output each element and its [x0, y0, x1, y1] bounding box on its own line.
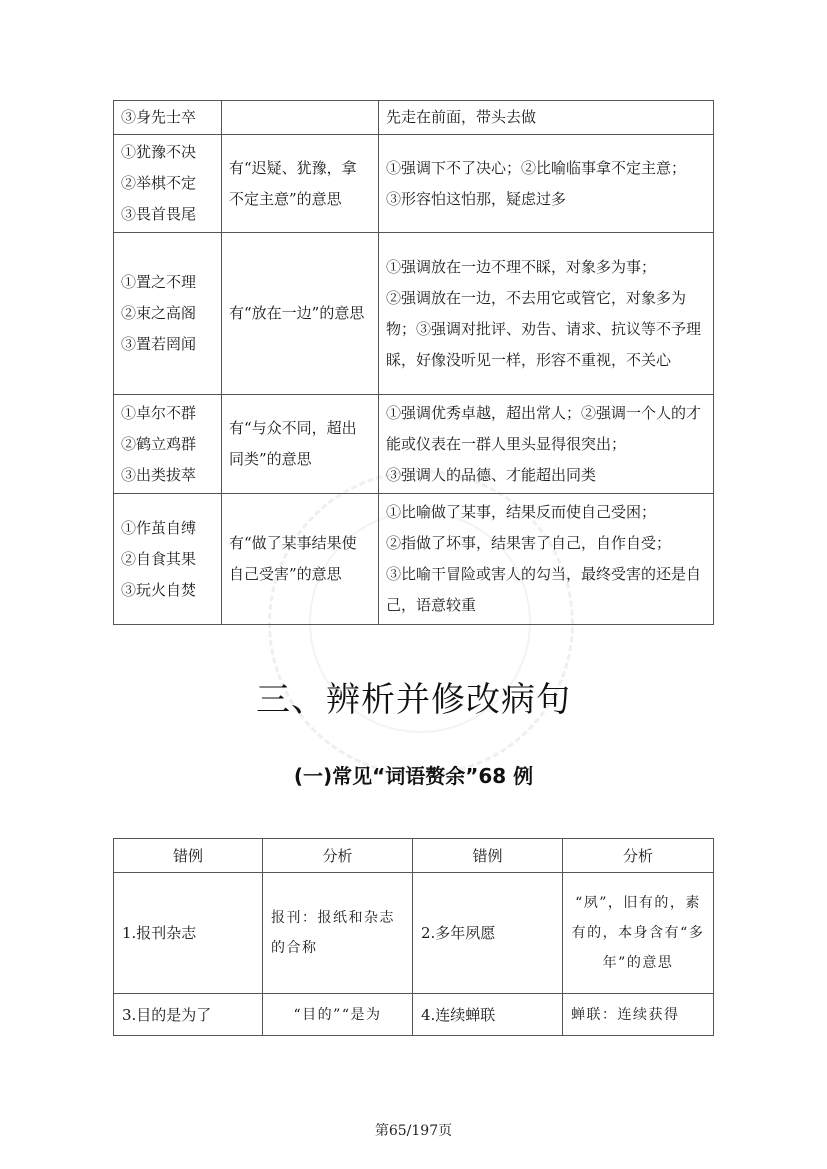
idioms-cell	[114, 494, 222, 625]
distinction-cell	[379, 135, 714, 233]
error-example-cell: 2.多年夙愿	[413, 873, 563, 994]
idiom: ③畏首畏尾	[121, 205, 197, 223]
distinction-text: ③强调人的品德、才能超出同类	[386, 465, 597, 484]
column-header-analysis: 分析	[563, 839, 714, 873]
idiom-comparison-table	[113, 100, 714, 625]
column-header-analysis: 分析	[263, 839, 413, 873]
table-row	[114, 233, 714, 395]
distinction-cell	[379, 494, 714, 625]
table-row	[114, 395, 714, 494]
error-example-cell: 3.目的是为了	[114, 994, 263, 1036]
distinction-text: 先走在前面，带头去做	[386, 108, 537, 126]
page-number: 第65/197页	[374, 1123, 453, 1139]
idioms-cell	[114, 135, 222, 233]
distinction-cell	[379, 233, 714, 395]
table-row	[114, 101, 714, 135]
distinction-text: ③比喻干冒险或害人的勾当，最终受害的还是自己，语意较重	[386, 565, 702, 614]
table-row	[114, 994, 714, 1036]
section-title: 三、辨析并修改病句	[256, 680, 571, 720]
distinction-cell	[379, 395, 714, 494]
idiom: ③置若罔闻	[121, 335, 197, 353]
analysis-cell: “夙”，旧有的，素有的，本身含有“多年”的意思	[563, 873, 714, 994]
idiom: ②举棋不定	[121, 174, 197, 192]
table-row	[114, 873, 714, 994]
analysis-cell: 报刊：报纸和杂志的合称	[263, 873, 413, 994]
table-row	[114, 494, 714, 625]
column-header-error-example: 错例	[413, 839, 563, 873]
common-meaning-cell	[222, 101, 379, 135]
idiom: ②自食其果	[121, 549, 197, 568]
idioms-cell	[114, 395, 222, 494]
idiom: ①置之不理	[121, 273, 197, 291]
idiom: ③玩火自焚	[121, 580, 197, 599]
error-example-cell: 1.报刊杂志	[114, 873, 263, 994]
common-meaning-cell: 有“与众不同，超出同类”的意思	[222, 395, 379, 494]
distinction-text: ①强调优秀卓越，超出常人；②强调一个人的才能或仪表在一群人里头显得很突出；	[386, 403, 702, 453]
idioms-cell	[114, 233, 222, 395]
column-header-error-example: 错例	[114, 839, 263, 873]
table-header-row	[114, 839, 714, 873]
redundancy-examples-table	[113, 838, 714, 1036]
distinction-text: ①比喻做了某事，结果反而使自己受困；	[386, 503, 657, 521]
idiom: ①犹豫不决	[121, 143, 197, 161]
distinction-text: ③形容怕这怕那，疑虑过多	[386, 189, 567, 208]
analysis-cell: “目的”“是为	[263, 994, 413, 1036]
idiom: ③身先士卒	[121, 108, 197, 126]
idioms-cell	[114, 101, 222, 135]
idiom: ②束之高阁	[121, 304, 197, 322]
common-meaning-cell: 有“放在一边”的意思	[222, 233, 379, 395]
idiom: ②鹤立鸡群	[121, 434, 197, 453]
idiom: ①作茧自缚	[121, 518, 197, 537]
idiom: ③出类拔萃	[121, 465, 197, 484]
distinction-text: ①强调放在一边不理不睬，对象多为事；	[386, 257, 657, 276]
table-row	[114, 135, 714, 233]
distinction-text: ①强调下不了决心；②比喻临事拿不定主意；	[386, 158, 687, 177]
distinction-cell	[379, 101, 714, 135]
distinction-text: ②指做了坏事，结果害了自己，自作自受；	[386, 534, 672, 552]
analysis-cell: 蝉联：连续获得	[563, 994, 714, 1036]
error-example-cell: 4.连续蝉联	[413, 994, 563, 1036]
idiom: ①卓尔不群	[121, 403, 197, 422]
distinction-text: ②强调放在一边，不去用它或管它，对象多为物；③强调对批评、劝告、请求、抗议等不予理睬，好像没听见一样，形容不重视，不关心	[386, 288, 702, 369]
common-meaning-cell: 有“做了某事结果使自己受害”的意思	[222, 494, 379, 625]
subsection-title: (一)常见“词语赘余”68 例	[293, 764, 534, 788]
common-meaning-cell: 有“迟疑、犹豫，拿不定主意”的意思	[222, 135, 379, 233]
